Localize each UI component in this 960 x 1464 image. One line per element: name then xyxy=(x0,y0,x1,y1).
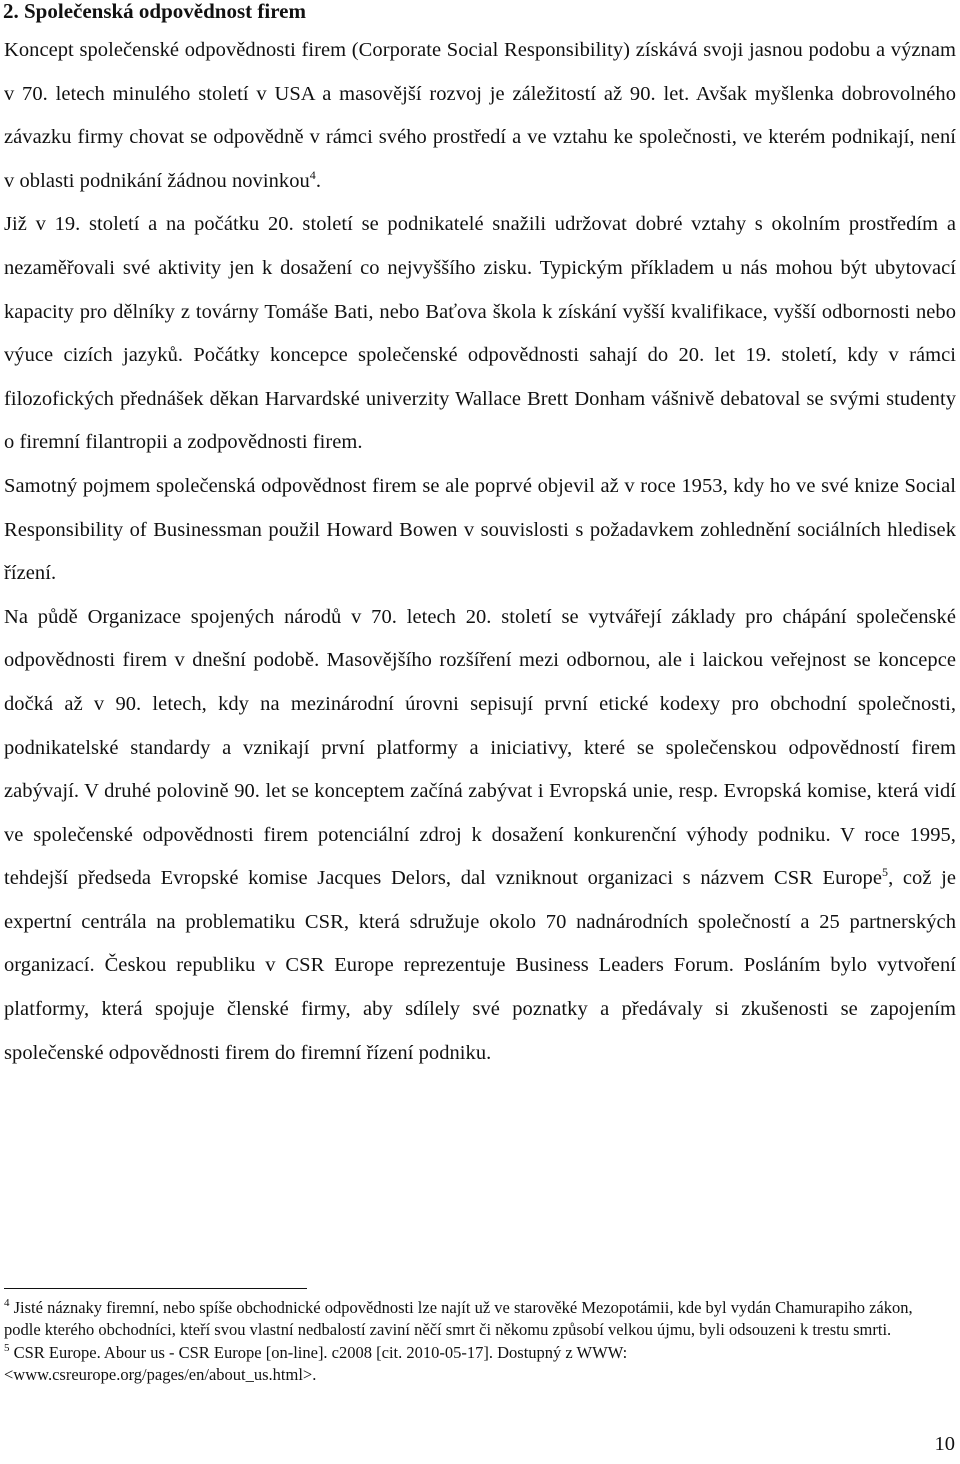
footnote-reference: 5 xyxy=(882,865,889,880)
footnote xyxy=(4,1297,934,1342)
footnote xyxy=(4,1342,934,1387)
body-text xyxy=(4,29,956,1075)
paragraph-text: Koncept společenské odpovědnosti firem (Corporate Social Responsibility) získává svoji jasnou podobu a význam v 70. letech minulého století v USA a masovější rozvoj je záležitostí až 90. let. Avšak myšlenka dobrovolného závazku firmy chovat se odpovědně v rámci svého prostředí a ve vztahu ke společnosti, ve kterém podnikají, není v oblasti podnikání žádnou novinkou xyxy=(4,39,956,192)
section-heading: 2. Společenská odpovědnost firem xyxy=(3,0,306,23)
footnote-text: Jisté náznaky firemní, nebo spíše obchodnické odpovědnosti lze najít už ve starověké Mezopotámii, kde byl vydán Chamurapiho zákon, podle kterého obchodníci, kteří svou vlastní nedbalostí zaviní něčí smrt či někomu způsobí velkou újmu, byli odsouzeni k trestu smrti. xyxy=(4,1298,913,1340)
paragraph: Samotný pojmem společenská odpovědnost firem se ale poprvé objevil až v roce 1953, kdy ho ve své knize Social Responsibility of Businessman použil Howard Bowen v souvislosti s požadavkem zohlednění sociálních hledisek řízení. xyxy=(4,474,956,585)
footnote-text: CSR Europe. Abour us - CSR Europe [on-line]. c2008 [cit. 2010-05-17]. Dostupný z WWW: <www.csreurope.org/pages/en/about_us.html>. xyxy=(4,1342,628,1385)
paragraph xyxy=(4,29,956,203)
footnotes xyxy=(4,1297,934,1387)
footnote-number: 5 xyxy=(4,1341,10,1354)
page-number: 10 xyxy=(934,1433,955,1455)
paragraph xyxy=(4,596,956,1076)
footnote-reference: 4 xyxy=(309,167,316,182)
paragraph-text: . xyxy=(315,169,322,192)
paragraph-text: Na půdě Organizace spojených národů v 70. letech 20. století se vytvářejí základy pro chápání společenské odpovědnosti firem v dnešní podobě. Masovějšího rozšíření mezi odbornou, ale i laickou veřejnost se koncepce dočká až v 90. letech, kdy na mezinárodní úrovni sepisují první etické kodexy pro obchodní společnosti, podnikatelské standardy a vznikají první platformy a iniciativy, které se společenskou odpovědností firem zabývají. V druhé polovině 90. let se konceptem začíná zabývat i Evropská unie, resp. Evropská komise, která vidí ve společenské odpovědnosti firem potenciální zdroj k dosažení konkurenční výhody podniku. V roce 1995, tehdejší předseda Evropské komise Jacques Delors, dal vzniknout organizaci s názvem CSR Europe xyxy=(4,605,956,890)
footnote-separator xyxy=(4,1288,307,1289)
footnote-number: 4 xyxy=(4,1297,10,1309)
paragraph: Již v 19. století a na počátku 20. století se podnikatelé snažili udržovat dobré vztahy s okolním prostředím a nezaměřovali své aktivity jen k dosažení co nejvyššího zisku. Typickým příkladem u nás mohou být ubytovací kapacity pro dělníky z továrny Tomáše Bati, nebo Baťova škola k získání vyšší kvalifikace, vyšší odbornosti nebo výuce cizích jazyků. Počátky koncepce společenské odpovědnosti sahají do 20. let 19. století, kdy v rámci filozofických přednášek děkan Harvardské univerzity Wallace Brett Donham vášnivě debatoval se svými studenty o firemní filantropii a zodpovědnosti firem. xyxy=(4,213,956,454)
paragraph-text: , což je expertní centrála na problematiku CSR, která sdružuje okolo 70 nadnárodních společností a 25 partnerských organizací. Českou republiku v CSR Europe reprezentuje Business Leaders Forum. Posláním bylo vytvoření platformy, která spojuje členské firmy, aby sdílely své poznatky a předávaly si zkušenosti se zapojením společenské odpovědnosti firem do firemní řízení podniku. xyxy=(4,867,956,1064)
